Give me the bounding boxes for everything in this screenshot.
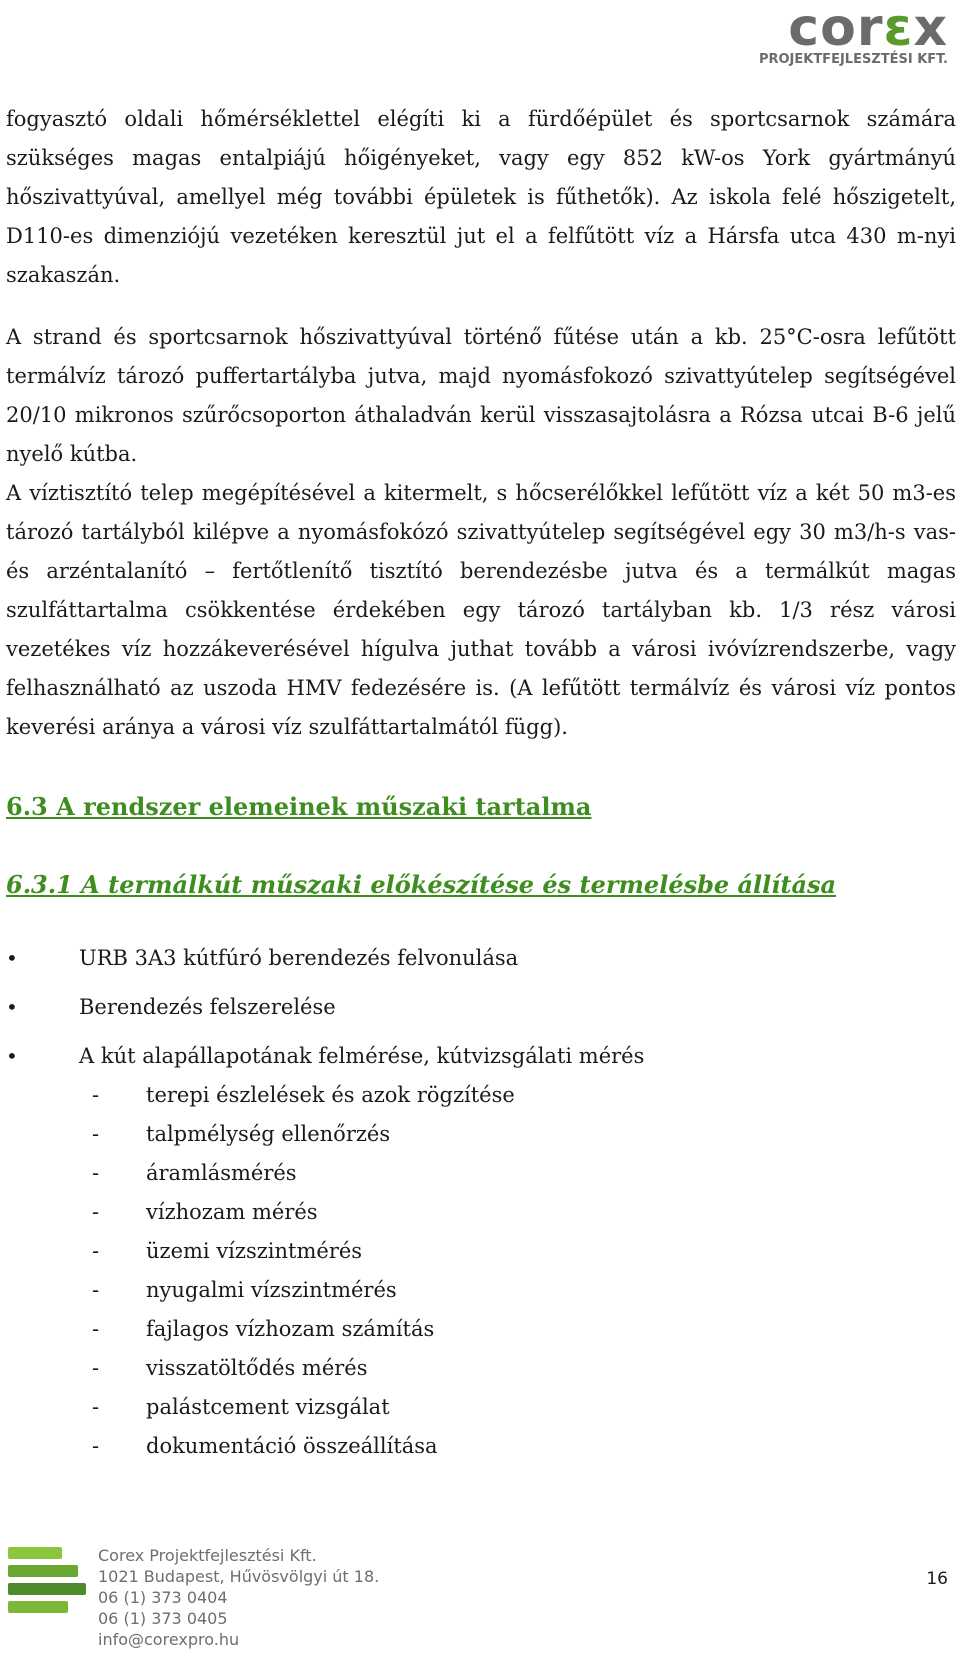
dash-marker: - <box>92 1083 100 1107</box>
list-item: • URB 3A3 kútfúró berendezés felvonulása <box>6 939 956 978</box>
dash-marker: - <box>92 1278 100 1302</box>
dash-marker: - <box>92 1356 100 1380</box>
footer-address: 1021 Budapest, Hűvösvölgyi út 18. <box>98 1567 380 1586</box>
sub-list-item: - fajlagos vízhozam számítás <box>6 1310 956 1349</box>
bullet-icon: • <box>6 946 18 970</box>
bullet-icon: • <box>6 995 18 1019</box>
subsection-heading: 6.3.1 A termálkút műszaki előkészítése és termelésbe állítása <box>6 870 837 899</box>
sub-list-item: - vízhozam mérés <box>6 1193 956 1232</box>
sub-list-item: - visszatöltődés mérés <box>6 1349 956 1388</box>
sub-list-item: - nyugalmi vízszintmérés <box>6 1271 956 1310</box>
dash-marker: - <box>92 1200 100 1224</box>
footer-email: info@corexpro.hu <box>98 1630 240 1649</box>
footer-phone-1: 06 (1) 373 0404 <box>98 1588 228 1607</box>
logo-wordmark: corεx <box>788 0 948 58</box>
bullet-list <box>6 939 956 1076</box>
corex-logo <box>728 2 948 72</box>
dash-marker: - <box>92 1161 100 1185</box>
sub-list-item: - palástcement vizsgálat <box>6 1388 956 1427</box>
paragraph-3: A víztisztító telep megépítésével a kitermelt, s hőcserélőkkel lefűtött víz a két 50 m3-es tározó tartályból kilépve a nyomásfokózó szivattyútelep segítségével egy 30 m3/h-s vas- és arzéntalanító – fertőtlenítő tisztító berendezésbe jutva és a termálkút magas szulfáttartalma csökkentése érdekében egy tározó tartályban kb. 1/3 rész városi vezetékes víz hozzákeverésével hígulva juthat tovább a városi ivóvízrendszerbe, vagy felhasználható az uszoda HMV fedezésére is. (A lefűtött termálvíz és városi víz pontos keverési aránya a városi víz szulfáttartalmától függ). <box>6 481 956 739</box>
footer-phone-2: 06 (1) 373 0405 <box>98 1609 228 1628</box>
sub-list-item: - üzemi vízszintmérés <box>6 1232 956 1271</box>
paragraph-2: A strand és sportcsarnok hőszivattyúval történő fűtése után a kb. 25°C-osra lefűtött termálvíz tározó puffertartályba jutva, majd nyomásfokozó szivattyútelep segítségével 20/10 mikronos szűrőcsoporton áthaladván kerül visszasajtolásra a Rózsa utcai B-6 jelű nyelő kútba. <box>6 325 956 466</box>
dash-marker: - <box>92 1122 100 1146</box>
dash-marker: - <box>92 1434 100 1458</box>
dash-marker: - <box>92 1395 100 1419</box>
footer-contact <box>98 1545 379 1650</box>
page-footer <box>8 1541 952 1661</box>
measurement-sublist <box>6 1076 956 1466</box>
list-item: • Berendezés felszerelése <box>6 988 956 1027</box>
logo-subtitle: PROJEKTFEJLESZTÉSI KFT. <box>758 52 948 67</box>
section-heading: 6.3 A rendszer elemeinek műszaki tartalma <box>6 792 592 821</box>
dash-marker: - <box>92 1317 100 1341</box>
bullet-icon: • <box>6 1044 18 1068</box>
sub-list-item: - terepi észlelések és azok rögzítése <box>6 1076 956 1115</box>
sub-list-item: - talpmélység ellenőrzés <box>6 1115 956 1154</box>
list-item: • A kút alapállapotának felmérése, kútvizsgálati mérés <box>6 1037 956 1076</box>
paragraph-1: fogyasztó oldali hőmérséklettel elégíti ki a fürdőépület és sportcsarnok számára szükséges magas entalpiájú hőigényeket, vagy egy 852 kW-os York gyártmányú hőszivattyúval, amellyel még további épületek is fűthetők). Az iskola felé hőszigetelt, D110-es dimenziójú vezetéken keresztül jut el a felfűtött víz a Hársfa utca 430 m-nyi szakaszán. <box>6 107 956 287</box>
footer-logo-icon <box>8 1547 88 1627</box>
page-number: 16 <box>926 1569 948 1589</box>
footer-company: Corex Projektfejlesztési Kft. <box>98 1546 317 1565</box>
dash-marker: - <box>92 1239 100 1263</box>
sub-list-item: - áramlásmérés <box>6 1154 956 1193</box>
document-body <box>6 100 956 1466</box>
sub-list-item: - dokumentáció összeállítása <box>6 1427 956 1466</box>
